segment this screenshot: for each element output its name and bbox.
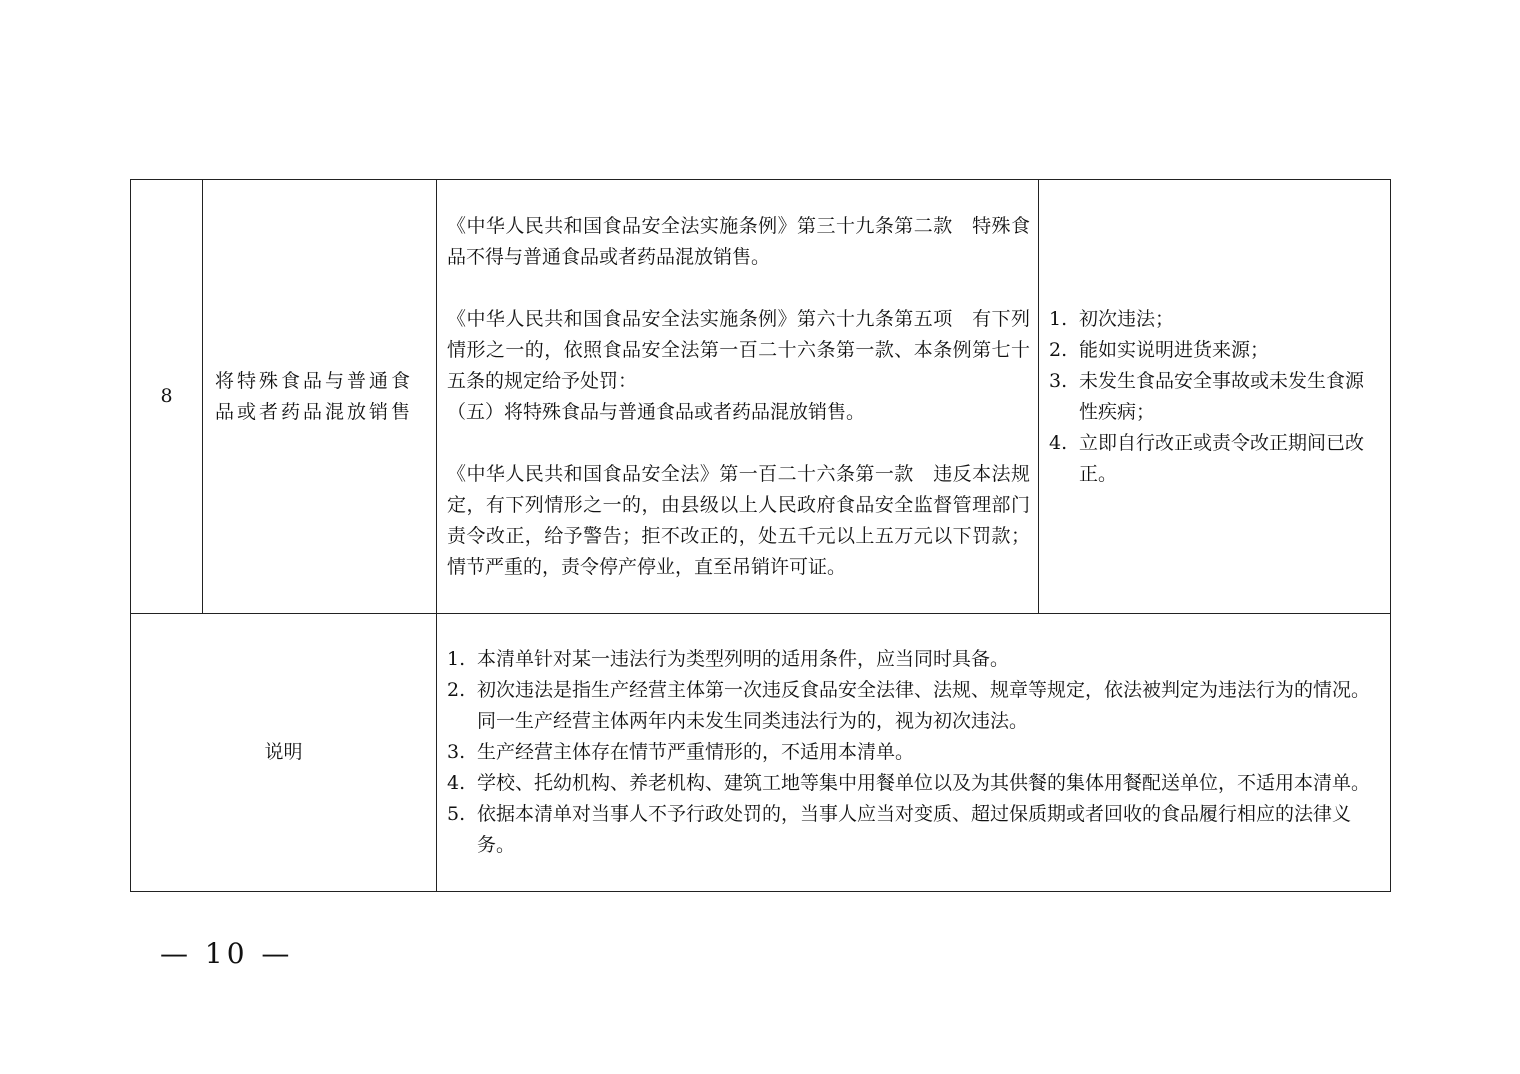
- notes-row: [131, 614, 1391, 892]
- basis-paragraph: 《中华人民共和国食品安全法实施条例》第三十九条第二款 特殊食品不得与普通食品或者药品混放销售。: [447, 214, 1030, 268]
- list-item: 4. 学校、托幼机构、养老机构、建筑工地等集中用餐单位以及为其供餐的集体用餐配送单位，不适用本清单。: [447, 772, 1371, 794]
- list-item: 4. 立即自行改正或责令改正期间已改正。: [1049, 431, 1365, 485]
- notes-label: 说明: [131, 614, 437, 892]
- list-item: 3. 未发生食品安全事故或未发生食源性疾病；: [1049, 369, 1365, 423]
- list-item: 2. 能如实说明进货来源；: [1049, 338, 1270, 361]
- basis-paragraph: （五）将特殊食品与普通食品或者药品混放销售。: [447, 400, 866, 423]
- table-row: [131, 180, 1391, 614]
- page-number: — 10 —: [160, 937, 294, 970]
- notes-list: [447, 644, 1380, 861]
- list-item: 2. 初次违法是指生产经营主体第一次违反食品安全法律、法规、规章等规定，依法被判定为违法行为的情况。同一生产经营主体两年内未发生同类违法行为的，视为初次违法。: [447, 679, 1371, 732]
- violation-name: 将特殊食品与普通食品或者药品混放销售: [203, 180, 437, 614]
- basis-paragraph: 《中华人民共和国食品安全法实施条例》第六十九条第五项 有下列情形之一的，依照食品安全法第一百二十六条第一款、本条例第七十五条的规定给予处罚：: [447, 307, 1030, 392]
- conditions-list: [1049, 304, 1382, 490]
- list-item: 3. 生产经营主体存在情节严重情形的，不适用本清单。: [447, 741, 915, 763]
- basis-paragraph: 《中华人民共和国食品安全法》第一百二十六条第一款 违反本法规定，有下列情形之一的，由县级以上人民政府食品安全监督管理部门责令改正，给予警告；拒不改正的，处五千元以上五万元以下罚款；情节严重的，责令停产停业，直至吊销许可证。: [447, 462, 1030, 578]
- row-number: 8: [131, 180, 203, 614]
- penalty-exemption-table: [130, 179, 1391, 892]
- paragraph-gap: [447, 428, 1030, 459]
- paragraph-gap: [447, 273, 1030, 304]
- list-item: 1. 本清单针对某一违法行为类型列明的适用条件，应当同时具备。: [447, 648, 1010, 670]
- legal-basis: [437, 180, 1039, 614]
- list-item: 5. 依据本清单对当事人不予行政处罚的，当事人应当对变质、超过保质期或者回收的食品履行相应的法律义务。: [447, 803, 1352, 856]
- list-item: 1. 初次违法；: [1049, 307, 1175, 330]
- applicable-conditions: [1039, 180, 1391, 614]
- notes-content: [437, 614, 1391, 892]
